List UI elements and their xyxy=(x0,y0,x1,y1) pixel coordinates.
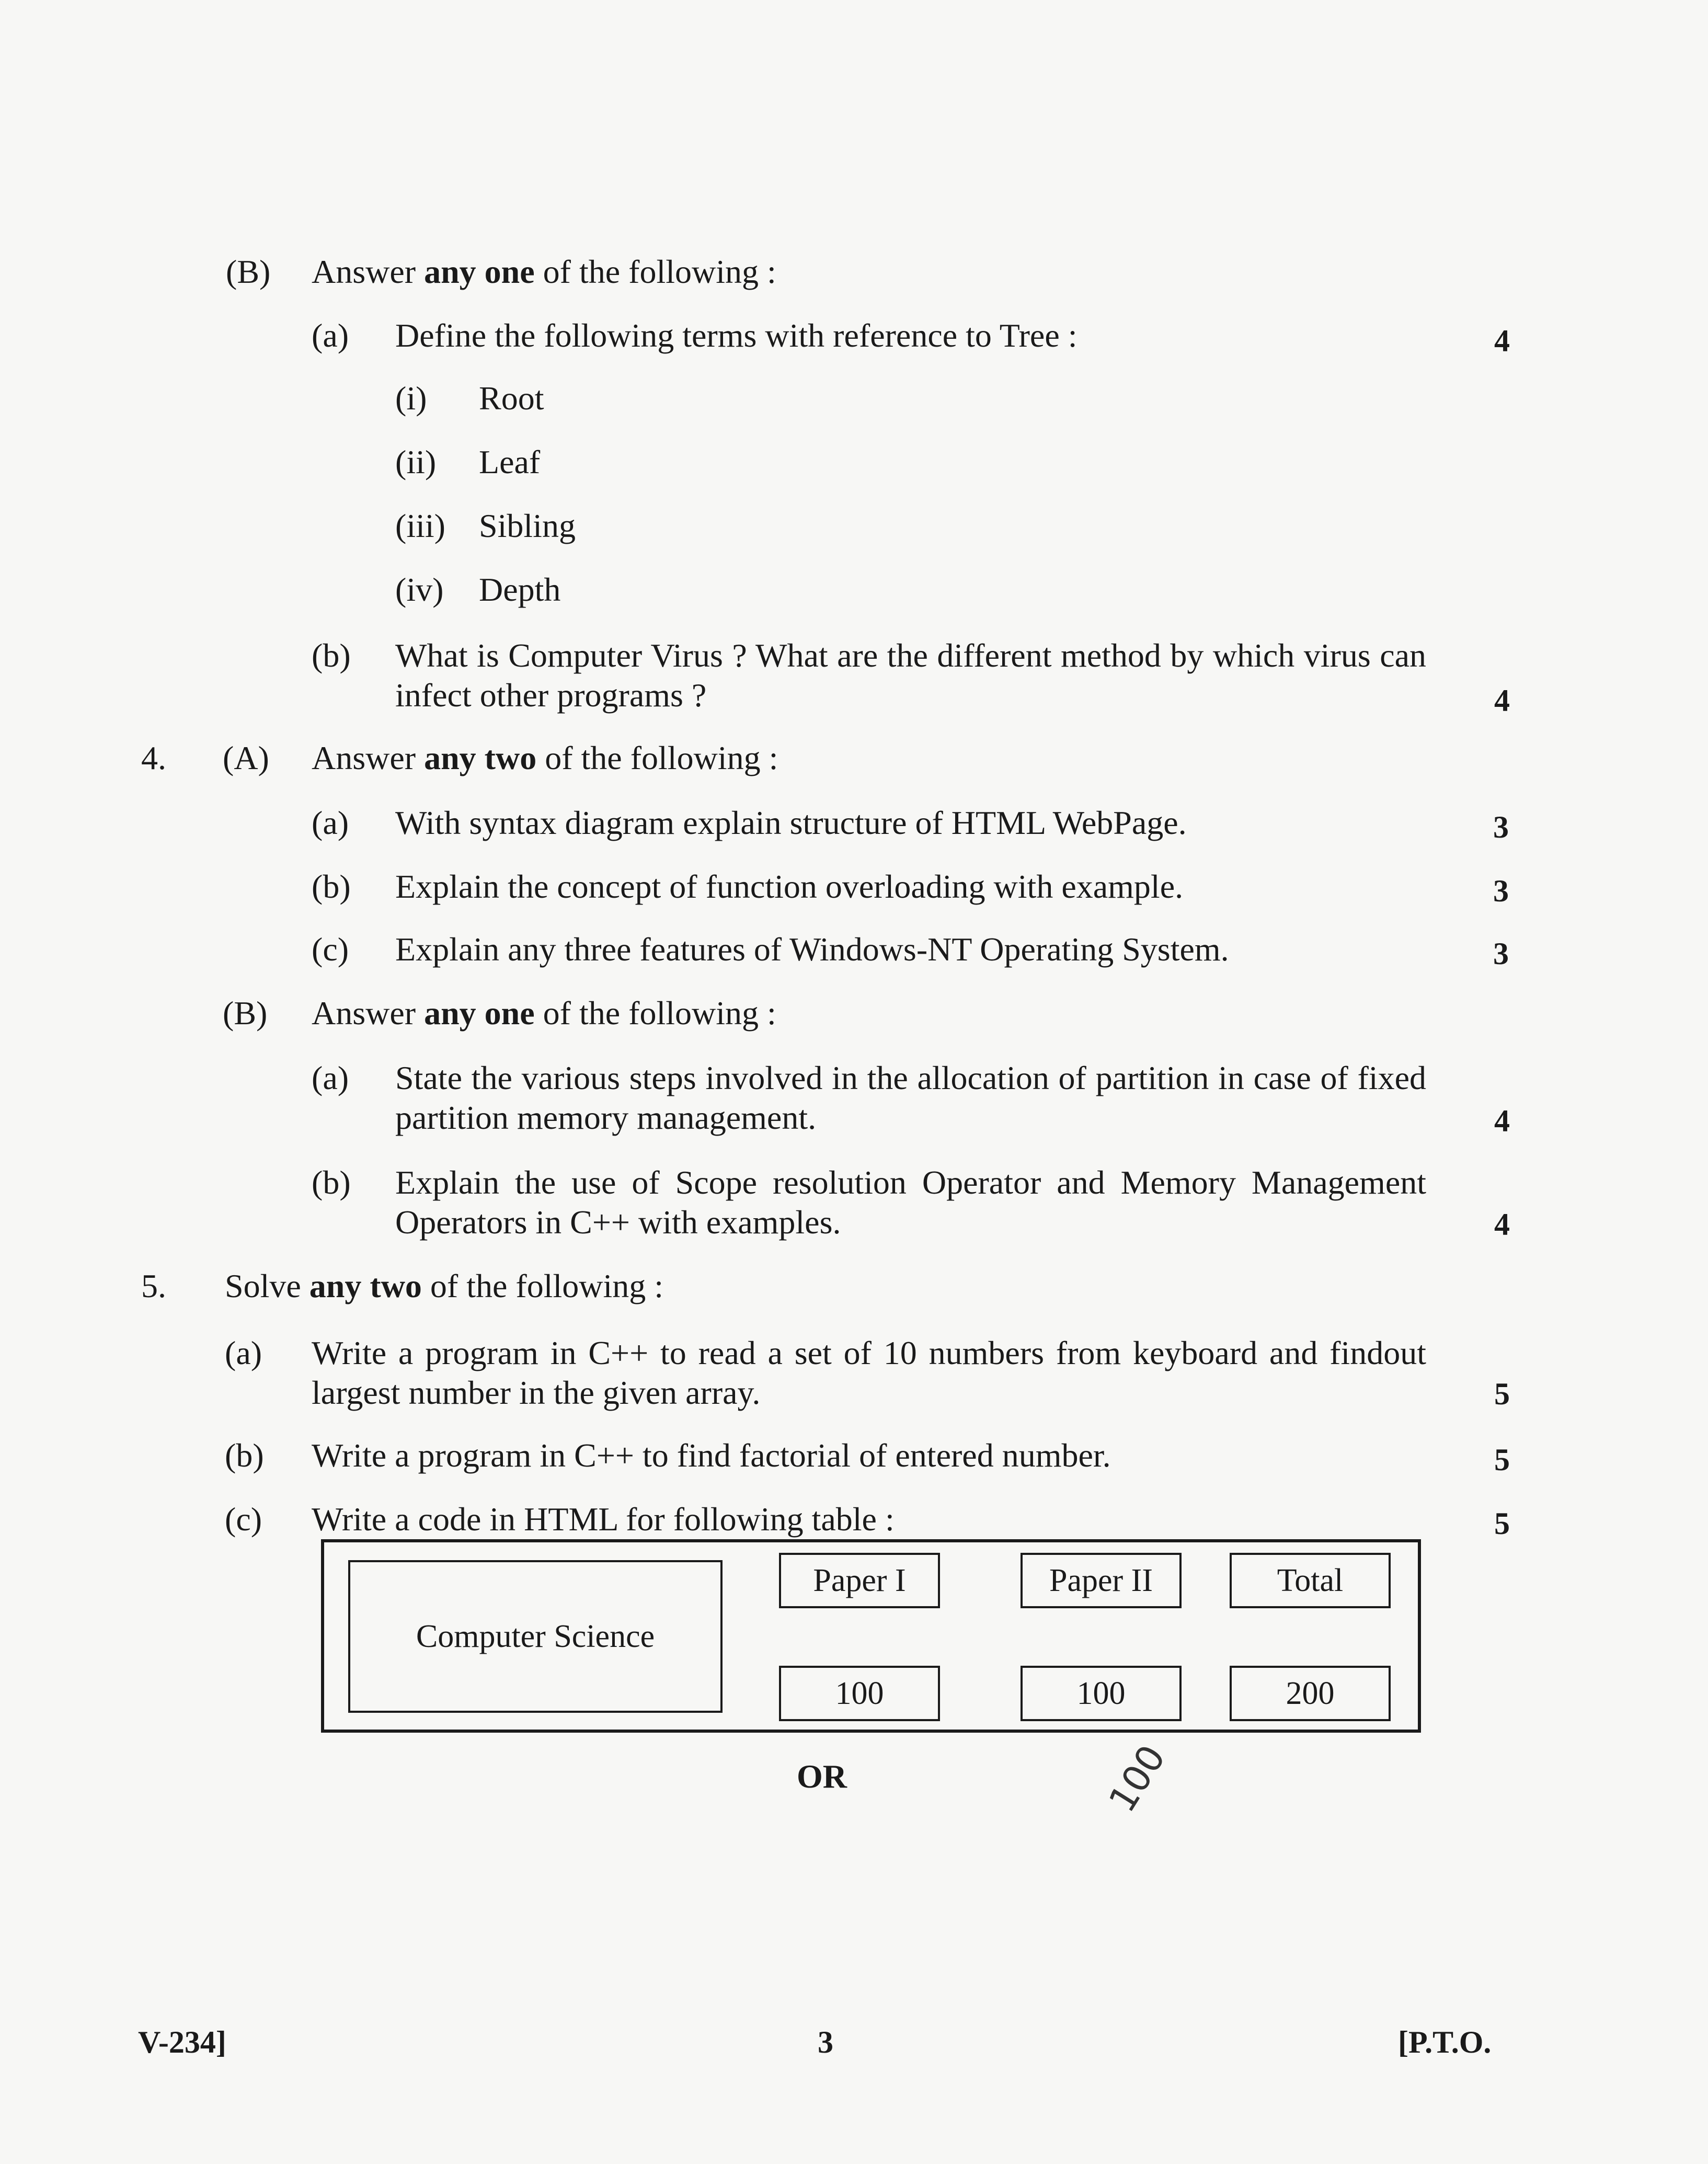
value-cell-total: 200 xyxy=(1230,1666,1391,1721)
q4b-label: (B) xyxy=(223,994,268,1032)
tree-term-num: (i) xyxy=(395,380,427,417)
q5-item-label: (c) xyxy=(225,1501,262,1538)
q5-item-marks: 5 xyxy=(1494,1377,1510,1411)
q4a-item-marks: 3 xyxy=(1493,936,1509,971)
q5-item-marks: 5 xyxy=(1494,1442,1510,1477)
q4a-item-marks: 3 xyxy=(1493,874,1509,908)
or-separator: OR xyxy=(797,1758,847,1795)
q4b-item-label: (b) xyxy=(312,1164,351,1201)
q4a-item-marks: 3 xyxy=(1493,810,1509,844)
q5-number: 5. xyxy=(141,1267,166,1304)
q3b-a-text: Define the following terms with reference to Tree : xyxy=(395,317,1077,354)
q4-number: 4. xyxy=(141,739,166,776)
q5-item-label: (b) xyxy=(225,1437,264,1474)
tree-term: Root xyxy=(479,380,544,417)
q3b-b-label: (b) xyxy=(312,637,351,674)
value-cell-paper-2: 100 xyxy=(1021,1666,1182,1721)
q5-item-label: (a) xyxy=(225,1334,262,1371)
tree-term-num: (iii) xyxy=(395,507,445,544)
q5-item-marks: 5 xyxy=(1494,1506,1510,1541)
q3b-instruction: Answer any one of the following : xyxy=(312,253,776,290)
tree-term-num: (ii) xyxy=(395,443,437,480)
q5-item-text: Write a program in C++ to read a set of 10 numbers from keyboard and findout largest number in the given array. xyxy=(312,1334,1426,1411)
q5-item-text: Write a code in HTML for following table : xyxy=(312,1501,895,1538)
q4a-instruction: Answer any two of the following : xyxy=(312,739,778,776)
q5-instruction: Solve any two of the following : xyxy=(225,1267,664,1304)
q4a-label: (A) xyxy=(223,739,269,776)
q4b-item-label: (a) xyxy=(312,1059,349,1096)
q3b-b-text: What is Computer Virus ? What are the different method by which virus can infect other programs ? xyxy=(395,637,1426,714)
handwritten-note: 100 xyxy=(1100,1737,1174,1820)
header-cell-total: Total xyxy=(1230,1553,1391,1608)
value-cell-paper-1: 100 xyxy=(779,1666,940,1721)
tree-term: Leaf xyxy=(479,443,541,480)
q3b-label: (B) xyxy=(226,253,271,290)
q5-item-text: Write a program in C++ to find factorial of entered number. xyxy=(312,1437,1111,1474)
q4a-item-label: (a) xyxy=(312,804,349,841)
q4a-item-text: With syntax diagram explain structure of HTML WebPage. xyxy=(395,804,1187,841)
q3b-a-marks: 4 xyxy=(1494,324,1510,358)
q4b-item-marks: 4 xyxy=(1494,1104,1510,1138)
subject-cell: Computer Science xyxy=(348,1560,723,1713)
tree-term-num: (iv) xyxy=(395,571,444,608)
tree-term: Sibling xyxy=(479,507,576,544)
q4b-item-text: State the various steps involved in the allocation of partition in case of fixed partition memory management. xyxy=(395,1059,1426,1136)
header-cell-paper-2: Paper II xyxy=(1021,1553,1182,1608)
footer-code: V-234] xyxy=(138,2025,226,2059)
tree-term: Depth xyxy=(479,571,561,608)
pto-marker: [P.T.O. xyxy=(1398,2025,1492,2059)
q4b-instruction: Answer any one of the following : xyxy=(312,994,776,1032)
q3b-b-marks: 4 xyxy=(1494,683,1510,718)
q4b-item-text: Explain the use of Scope resolution Operator and Memory Management Operators in C++ with examples. xyxy=(395,1164,1426,1241)
q4a-item-text: Explain any three features of Windows-NT Operating System. xyxy=(395,931,1229,968)
header-cell-paper-1: Paper I xyxy=(779,1553,940,1608)
q4b-item-marks: 4 xyxy=(1494,1207,1510,1242)
q4a-item-label: (c) xyxy=(312,931,349,968)
page-number: 3 xyxy=(818,2025,833,2059)
q4a-item-label: (b) xyxy=(312,868,351,905)
q3b-a-label: (a) xyxy=(312,317,349,354)
q4a-item-text: Explain the concept of function overloading with example. xyxy=(395,868,1184,905)
